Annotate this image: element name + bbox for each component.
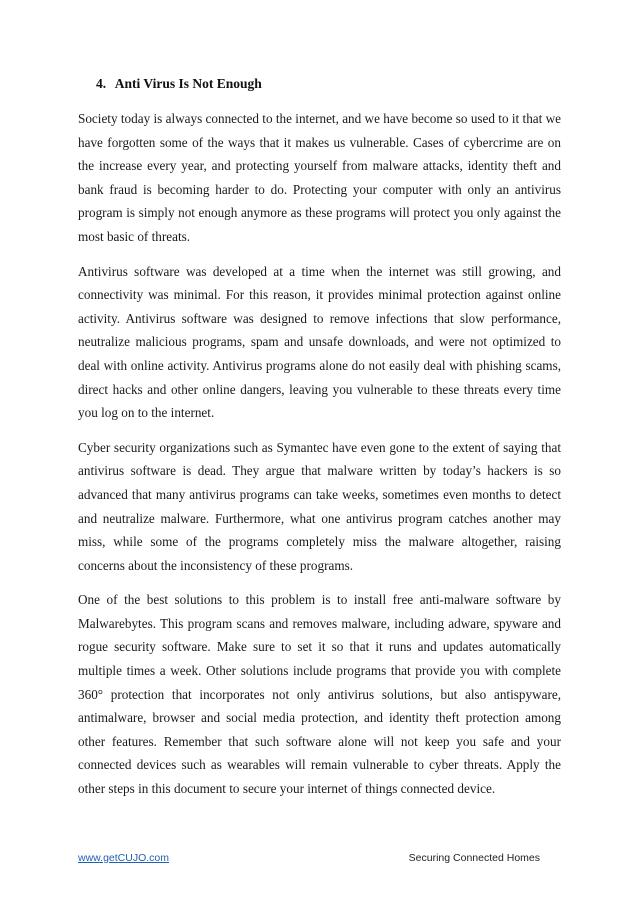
section-heading bbox=[96, 76, 262, 92]
footer-document-title: Securing Connected Homes bbox=[408, 852, 540, 864]
footer-website-link[interactable]: www.getCUJO.com bbox=[78, 852, 170, 864]
paragraph-3: Cyber security organizations such as Symantec have even gone to the extent of saying that antivirus software is dead. They argue that malware written by today’s hackers is so advanced that many antivirus programs can take weeks, sometimes even months to detect and neutralize malware. Furthermore, what one antivirus program catches another may miss, while some of the programs completely miss the malware altogether, raising concerns about the inconsistency of these programs. bbox=[78, 439, 561, 573]
page-footer bbox=[78, 852, 540, 864]
paragraph-2: Antivirus software was developed at a time when the internet was still growing, and connectivity was minimal. For this reason, it provides minimal protection against online activity. Antivirus software was designed to remove infections that slow performance, neutralize malicious programs, spam and unsafe downloads, and were not optimized to deal with online activity. Antivirus programs alone do not easily deal with phishing scams, direct hacks and other online dangers, leaving you vulnerable to these threats every time you log on to the internet. bbox=[78, 263, 561, 421]
section-number: 4. bbox=[96, 76, 107, 91]
paragraph-4: One of the best solutions to this problem is to install free anti-malware software by Malwarebytes. This program scans and removes malware, including adware, spyware and rogue security software. Make sure to set it so that it runs and updates automatically multiple times a week. Other solutions include programs that provide you with complete 360° protection that incorporates not only antivirus solutions, but also antispyware, antimalware, browser and social media protection, and identity theft protection among other features. Remember that such software alone will not keep you safe and your connected devices such as wearables will remain vulnerable to cyber threats. Apply the other steps in this document to secure your internet of things connected device. bbox=[78, 592, 561, 797]
body-text bbox=[78, 107, 561, 812]
section-title: Anti Virus Is Not Enough bbox=[114, 76, 262, 91]
paragraph-1: Society today is always connected to the internet, and we have become so used to it that we have forgotten some of the ways that it makes us vulnerable. Cases of cybercrime are on the increase every year, and protecting yourself from malware attacks, identity theft and bank fraud is becoming harder to do. Protecting your computer with only an antivirus program is simply not enough anymore as these programs will protect you only against the most basic of threats. bbox=[78, 111, 561, 244]
